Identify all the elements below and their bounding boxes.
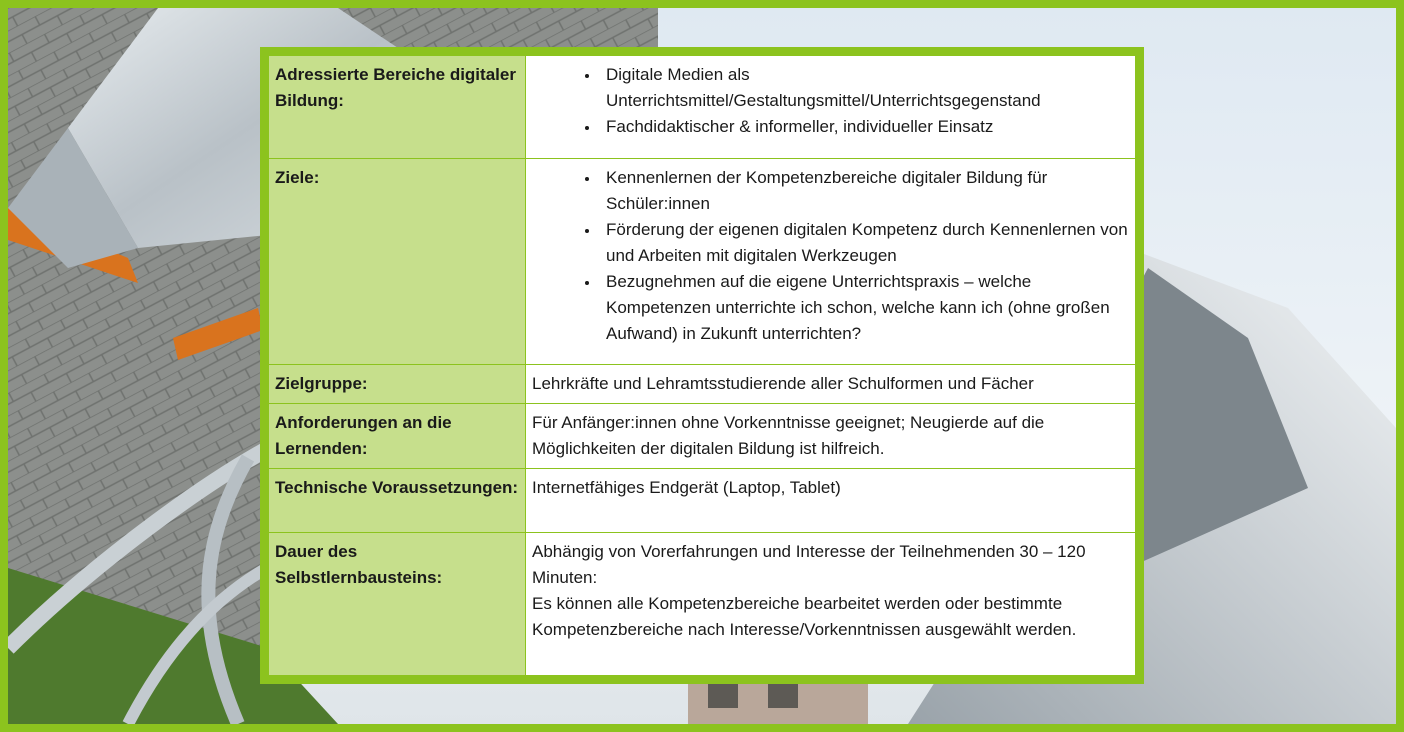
list-item: • Bezugnehmen auf die eigene Unterrichtspraxis – welche Kompetenzen unterrichte ich schon, welche kann ich (ohne großen Aufwand) in Zukunft unterrichten? xyxy=(600,269,1129,347)
row-label: Adressierte Bereiche digitaler Bildung: xyxy=(269,56,526,159)
row-label: Dauer des Selbstlernbausteins: xyxy=(269,533,526,676)
row-value xyxy=(526,159,1136,365)
list-item: • Fachdidaktischer & informeller, individueller Einsatz xyxy=(600,114,1129,140)
table-row xyxy=(269,469,1136,533)
table-row xyxy=(269,56,1136,159)
list-item: • Digitale Medien als Unterrichtsmittel/Gestaltungsmittel/Unterrichtsgegenstand xyxy=(600,62,1129,114)
row-label: Ziele: xyxy=(269,159,526,365)
list-item: • Kennenlernen der Kompetenzbereiche digitaler Bildung für Schüler:innen xyxy=(600,165,1129,217)
table-row xyxy=(269,533,1136,676)
table-row xyxy=(269,404,1136,469)
row-label: Technische Voraussetzungen: xyxy=(269,469,526,533)
row-value: Für Anfänger:innen ohne Vorkenntnisse geeignet; Neugierde auf die Möglichkeiten der digitalen Bildung ist hilfreich. xyxy=(526,404,1136,469)
duration-text: Abhängig von Vorerfahrungen und Interesse der Teilnehmenden 30 – 120 Minuten: xyxy=(532,542,1086,587)
info-card xyxy=(260,47,1144,684)
row-value: Lehrkräfte und Lehramtsstudierende aller Schulformen und Fächer xyxy=(526,365,1136,404)
row-label: Zielgruppe: xyxy=(269,365,526,404)
row-label: Anforderungen an die Lernenden: xyxy=(269,404,526,469)
row-value: Internetfähiges Endgerät (Laptop, Tablet) xyxy=(526,469,1136,533)
row-value xyxy=(526,56,1136,159)
duration-note: Es können alle Kompetenzbereiche bearbeitet werden oder bestimmte Kompetenzbereiche nach Interesse/Vorkenntnissen ausgewählt werden. xyxy=(532,594,1077,639)
list-item: • Förderung der eigenen digitalen Kompetenz durch Kennenlernen von und Arbeiten mit digitalen Werkzeugen xyxy=(600,217,1129,269)
row-value xyxy=(526,533,1136,676)
table-row xyxy=(269,159,1136,365)
info-table xyxy=(268,55,1136,676)
table-row xyxy=(269,365,1136,404)
